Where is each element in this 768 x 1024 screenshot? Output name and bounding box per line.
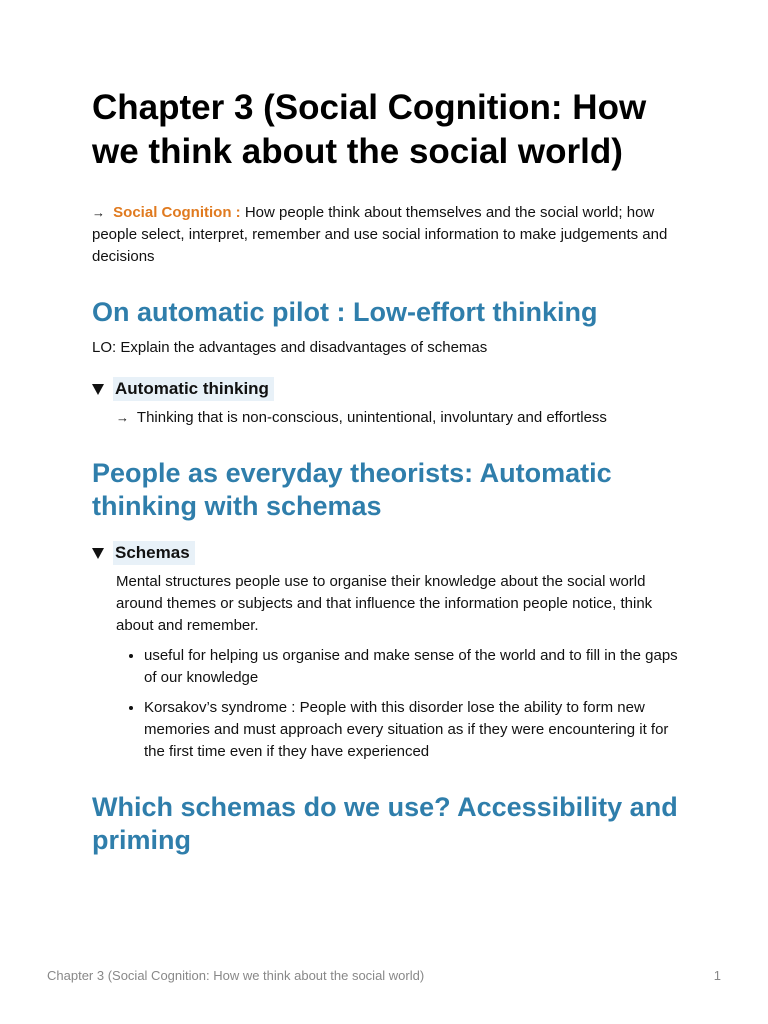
schema-bullet-list [116,645,682,763]
section-heading-accessibility-priming: Which schemas do we use? Accessibility and priming [92,792,678,855]
learning-objective: LO: Explain the advantages and disadvantages of schemas [92,339,488,356]
footer-title: Chapter 3 (Social Cognition: How we think about the social world) [47,968,425,983]
toggle-triangle-icon[interactable] [92,548,104,559]
schema-definition: Mental structures people use to organise their knowledge about the social world around themes or subjects and that influence the information people notice, think about and remember. [116,573,653,634]
page-footer [47,968,721,983]
toggle-triangle-icon[interactable] [92,384,104,395]
detail-text: Thinking that is non-conscious, unintentional, involuntary and effortless [136,409,607,426]
section-heading-everyday-theorists: People as everyday theorists: Automatic thinking with schemas [92,458,612,521]
list-item: • useful for helping us organise and make sense of the world and to fill in the gaps of our knowledge [144,645,682,689]
section-heading-automatic-pilot: On automatic pilot : Low-effort thinking [92,297,598,327]
document-body [92,86,682,857]
toggle-automatic-thinking[interactable] [92,377,682,401]
toggle-content-automatic-thinking [116,407,682,429]
list-item: • Korsakov’s syndrome : People with this disorder lose the ability to form new memories and must approach every situation as if they were encountering it for the first time even if they have experienced [144,697,682,763]
toggle-label: Automatic thinking [113,377,274,401]
toggle-schemas[interactable] [92,541,682,565]
page-number: 1 [713,968,721,983]
intro-paragraph [92,202,682,268]
arrow-icon: → [92,205,105,220]
term-label: Social Cognition : [113,204,241,221]
intro-text: How people think about themselves and the social world; how people select, interpret, remember and use social information to make judgements and decisions [92,204,668,265]
arrow-icon: → [116,410,129,425]
page-title: Chapter 3 (Social Cognition: How we think about the social world) [92,88,647,171]
toggle-label: Schemas [113,541,195,565]
